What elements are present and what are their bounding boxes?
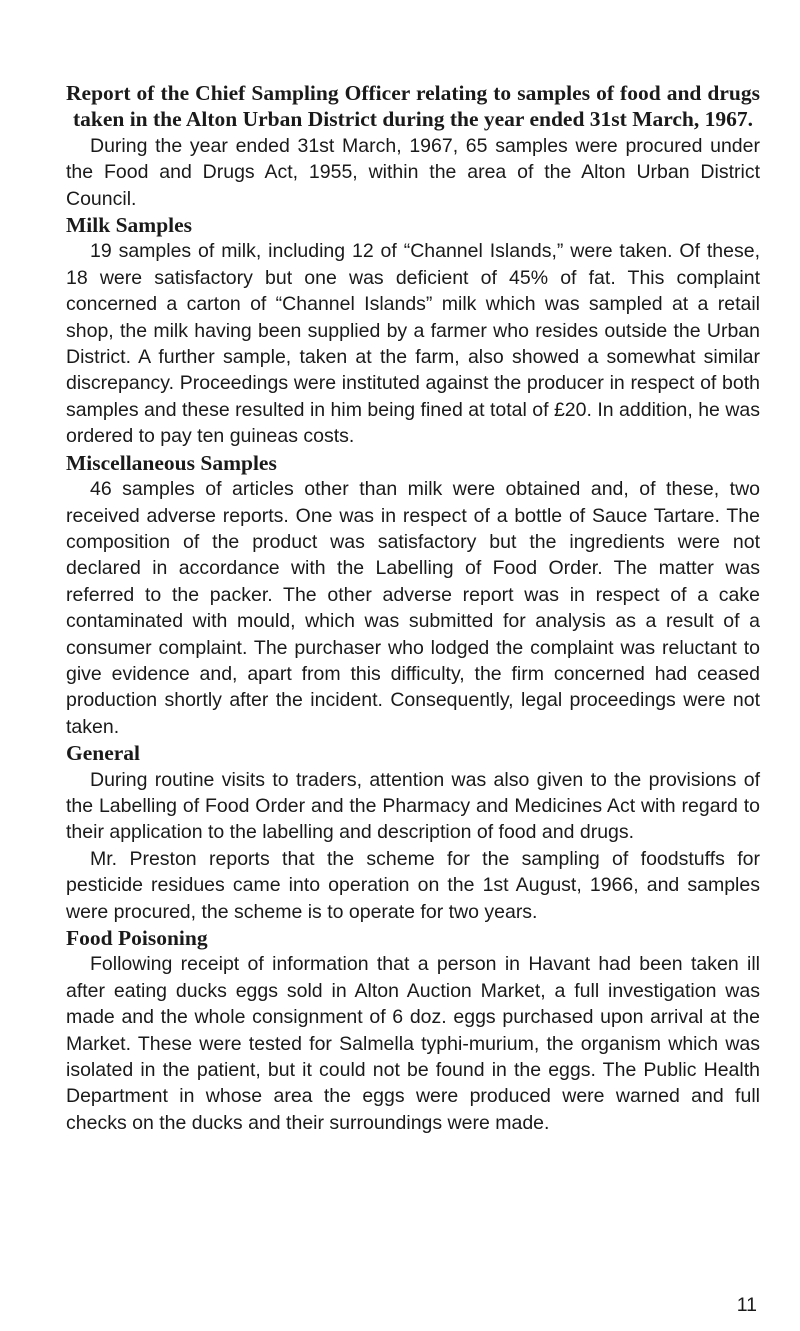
miscellaneous-samples-paragraph: 46 samples of articles other than milk were obtained and, of these, two received adverse reports. One was in respect of a bottle of Sauce Tartare. The composition of the product was satisfactory but the ingredients were not declared in accordance with the Labelling of Food Order. The matter was referred to the packer. The other adverse report was in respect of a cake contaminated with mould, which was submitted for analysis as a result of a consumer complaint. The purchaser who lodged the complaint was reluctant to give evidence and, apart from this difficulty, the firm concerned had ceased production shortly after the incident. Consequently, legal proceedings were not taken.: [66, 478, 760, 738]
milk-samples-heading: Milk Samples: [66, 213, 193, 238]
general-paragraph-1: During routine visits to traders, attention was also given to the provisions of the Labelling of Food Order and the Pharmacy and Medicines Act with regard to their application to the labelling and description of food and drugs.: [66, 768, 760, 844]
milk-samples-paragraph: 19 samples of milk, including 12 of “Channel Islands,” were taken. Of these, 18 were satisfactory but one was deficient of 45% of fat. This complaint concerned a carton of “Channel Islands” milk which was sampled at a retail shop, the milk having been supplied by a farmer who resides outside the Urban District. A further sample, taken at the farm, also showed a somewhat similar discrepancy. Proceedings were instituted against the producer in respect of both samples and these resulted in him being fined at total of £20. In addition, he was ordered to pay ten guineas costs.: [66, 240, 760, 448]
intro-paragraph: During the year ended 31st March, 1967, 65 samples were procured under the Food and Drugs Act, 1955, within the area of the Alton Urban District Council.: [66, 134, 760, 210]
general-heading: General: [66, 741, 141, 766]
report-page: [66, 80, 760, 1136]
food-poisoning-paragraph: Following receipt of information that a person in Havant had been taken ill after eating ducks eggs sold in Alton Auction Market, a full investigation was made and the whole consignment of 6 doz. eggs purchased upon arrival at the Market. These were tested for Salmella typhi-murium, the organism which was isolated in the patient, but it could not be found in the eggs. The Public Health Department in whose area the eggs were produced were warned and full checks on the ducks and their surroundings were made.: [66, 953, 760, 1134]
miscellaneous-samples-heading: Miscellaneous Samples: [66, 450, 277, 475]
general-paragraph-2: Mr. Preston reports that the scheme for the sampling of foodstuffs for pesticide residues came into operation on the 1st August, 1966, and samples were procured, the scheme is to operate for two years.: [66, 847, 760, 923]
page-number: 11: [736, 1294, 757, 1316]
report-title: Report of the Chief Sampling Officer relating to samples of food and drugs taken in the Alton Urban District during the year ended 31st March, 1967.: [66, 81, 760, 132]
food-poisoning-heading: Food Poisoning: [66, 926, 208, 950]
